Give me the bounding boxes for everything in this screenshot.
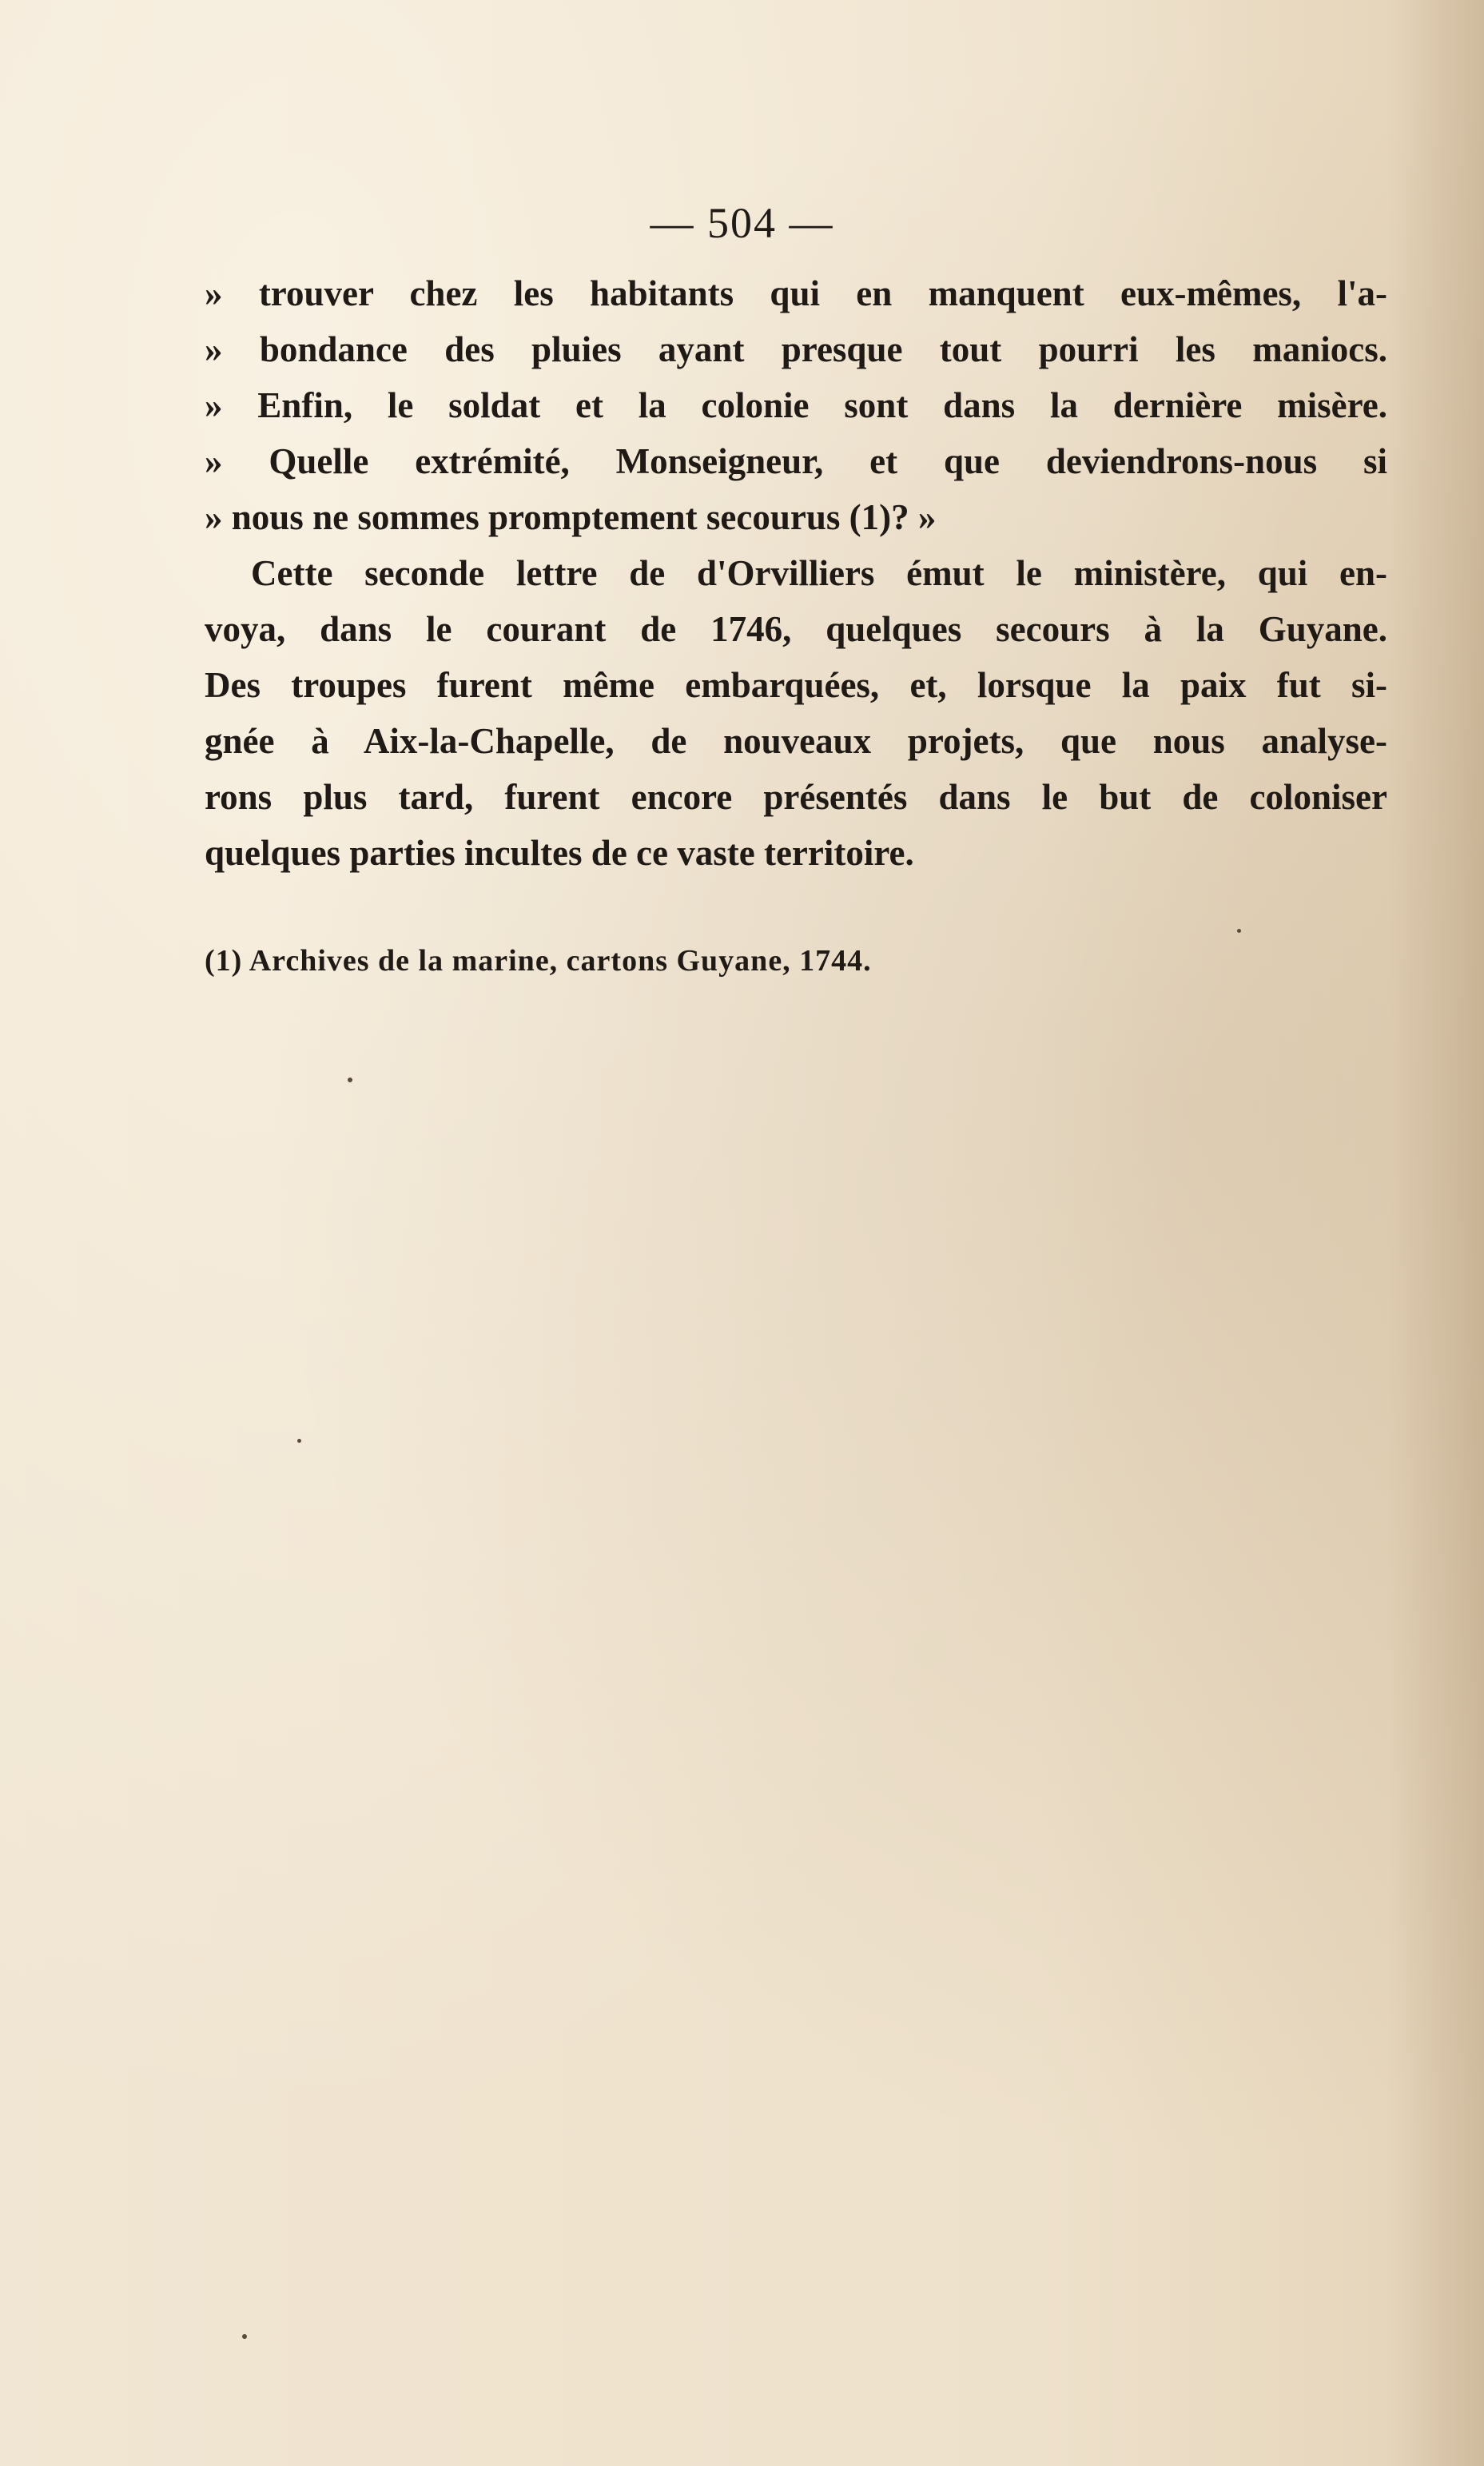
text-line: » nous ne sommes promptement secourus (1)? » (205, 497, 937, 537)
text-line: » Quelle extrémité, Monseigneur, et que deviendrons-nous si (205, 441, 1387, 481)
main-text (205, 265, 1387, 881)
paper-speck (348, 1078, 352, 1082)
text-line: Cette seconde lettre de d'Orvilliers émut le ministère, qui en- (251, 553, 1387, 593)
paper-speck (1237, 929, 1241, 933)
text-line: » bondance des pluies ayant presque tout pourri les maniocs. (205, 329, 1387, 369)
text-line: » trouver chez les habitants qui en manquent eux-mêmes, l'a- (205, 273, 1387, 313)
text-line: » Enfin, le soldat et la colonie sont dans la dernière misère. (205, 385, 1387, 425)
paper-speck (242, 2334, 247, 2339)
page-gutter-shadow (1388, 0, 1484, 2466)
text-line: voya, dans le courant de 1746, quelques secours à la Guyane. (205, 609, 1387, 649)
text-line: quelques parties incultes de ce vaste territoire. (205, 833, 914, 873)
paper-speck (297, 1439, 301, 1443)
text-line: Des troupes furent même embarquées, et, lorsque la paix fut si- (205, 665, 1387, 705)
text-line: rons plus tard, furent encore présentés dans le but de coloniser (205, 777, 1387, 817)
page-number: — 504 — (650, 199, 834, 247)
footnote: (1) Archives de la marine, cartons Guyane, 1744. (205, 944, 872, 978)
text-line: gnée à Aix-la-Chapelle, de nouveaux projets, que nous analyse- (205, 721, 1387, 761)
